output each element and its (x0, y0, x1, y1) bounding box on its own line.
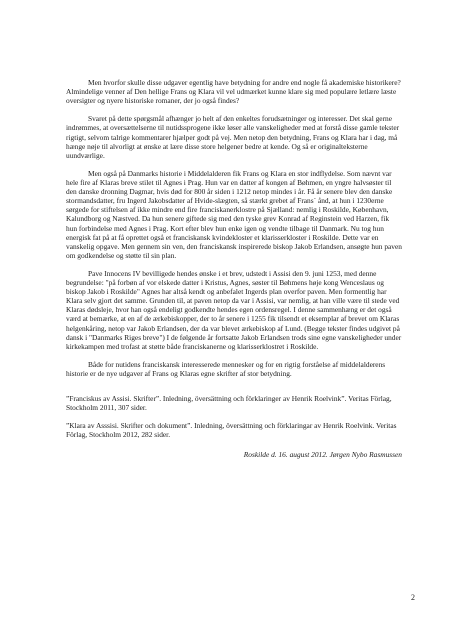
signature: Roskilde d. 16. august 2012. Jørgen Nybo Rasmussen (243, 449, 402, 459)
paragraph-2: Svaret på dette spørgsmål afhænger jo helt af den enkeltes forudsætninger og interesser. Det skal gerne indrømmes, at oversættelserne til nutidssprogene ikke løser alle vanskeligheder med at forstå disse gamle tekster rigtigt, selvom talrige kommentarer hjælper godt på vej. Men netop den betydning, Frans og Klara har i dag, må hænge nøje til alvorligt at ønske at lære disse store helgener bedre at kende. Og så er originalteksterne uundværlige. (66, 114, 400, 160)
paragraph-5: Både for nutidens franciskansk interesserede mennesker og for en rigtig forståelse af middelalderens historie er de nye udgaver af Frans og Klaras egne skrifter af stor betydning. (66, 359, 386, 378)
page-number: 2 (411, 593, 415, 602)
reference-2: ”Klara av Asssisi. Skrifter och dokument”. Inledning, översättning och förklaringar av Henrik Roelvink. Veritas Förlag, Stockholm 2012, 282 sider. (66, 421, 397, 440)
paragraph-3: Men også på Danmarks historie i Middelalderen fik Frans og Klara en stor indflydelse. Som nævnt var hele fire af Klaras breve stilet til Agnes i Prag. Hun var en datter af kongen af Bøhmen, en yngre halvsøster til den danske dronning Dagmar, hvis død for 800 år siden i 1212 netop mindes i år. Få år senere blev den danske stormandsdatter, fru Ingerd Jakobsdatter af Hvide-slægten, så stærkt grebet af Frans´ ånd, at hun i 1230erne sørgede for stiftelsen af ikke mindre end fire franciskanerklostre på Sjælland: nemlig i Roskilde, København, Kalundborg og Næstved. Da hun senere giftede sig med den tyske grev Konrad af Reginstein ved Harzen, fik hun forbindelse med Agnes i Prag. Kort efter blev hun enke igen og vendte tilbage til Danmark. Nu tog hun energisk fat på at få oprettet også et franciskansk kvindekloster et klarisserkloster i Roskilde. Dette var en vanskelig opgave. Men gennem sin ven, den franciskansk inspirerede biskop Jakob Erlandsen, ansøgte hun paven om godkendelse og støtte til sin plan. (66, 168, 402, 260)
references (66, 394, 402, 439)
reference-1: ”Franciskus av Assisi. Skrifter”. Inledning, översättning och förklaringer av Henrik Roelvink”. Veritas Förlag, Stockholm 2011, 307 sider. (66, 394, 392, 413)
paragraph-4: Pave Innocens IV bevilligede hendes ønske i et brev, udstedt i Assisi den 9. juni 1253, med denne begrundelse: "på forbøn af vor elskede datter i Kristus, Agnes, søster til Bøhmens høje kong Wenceslaus og biskop Jakob i Roskilde" Agnes har altså kendt og anbefalet Ingerds plan overfor paven. Men formentlig har Klara selv gjort det samme. Grunden til, at paven netop da var i Assisi, var nemlig, at han ville være til stede ved Klaras dødsleje, hvor han også endeligt godkendte hendes egen ordensregel. I denne sammenhæng er det også værd at bemærke, at en af de ærkebiskopper, der to år senere i 1255 fik tilsendt et eksemplar af brevet om Klaras helgenkåring, netop var Jakob Erlandsen, der da var blevet ærkebiskop af Lund. (Begge tekster findes udgivet på dansk i "Danmarks Riges breve") I de følgende år fortsatte Jakob Erlandsen trods sine egne vanskeligheder under kirkekampen med trofast at støtte både franciskanerne og klarisserklostret i Roskilde. (66, 268, 402, 351)
paragraph-1: Men hvorfor skulle disse udgaver egentlig have betydning for andre end nogle få akademiske historikere? Almindelige venner af Den hellige Frans og Klara vil vel udmærket kunne klare sig med populære letlære læste oversigter og nyere historiske romaner, der jo også findes? (66, 78, 401, 106)
document-body (66, 78, 402, 468)
